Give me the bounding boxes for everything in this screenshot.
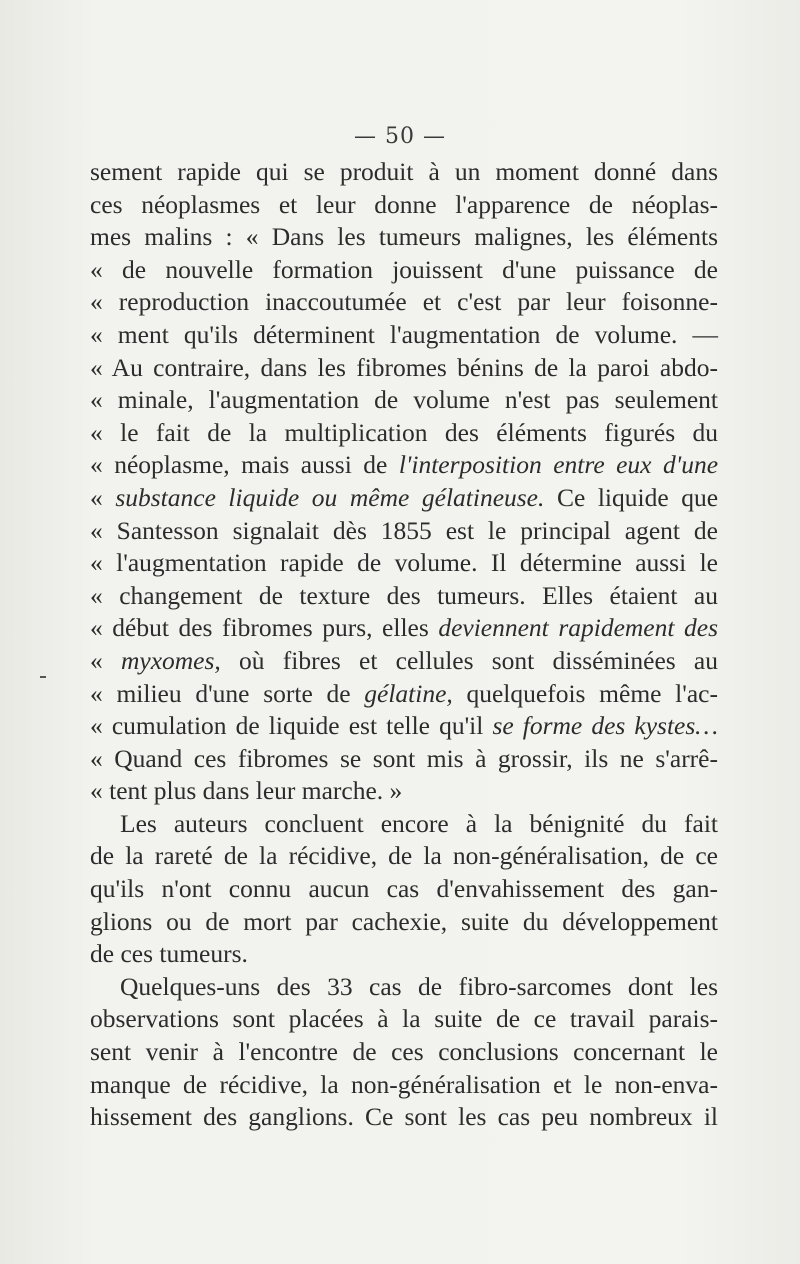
- text-run: « néoplasme, mais aussi de: [90, 450, 399, 480]
- text-line: [90, 221, 718, 254]
- text-line: [90, 1101, 718, 1134]
- text-run: quelquefois même l'ac-: [452, 678, 718, 708]
- text-run: observations sont placées à la suite de ce travail parais-: [90, 1004, 718, 1034]
- text-line: [90, 1036, 718, 1069]
- text-run: « tent plus dans leur marche. »: [90, 776, 403, 806]
- text-run: « changement de texture des tumeurs. Elles étaient au: [90, 580, 718, 610]
- text-run: de la rareté de la récidive, de la non-généralisation, de ce: [90, 841, 718, 871]
- text-line: [90, 254, 718, 287]
- text-line: [90, 1003, 718, 1036]
- text-run: « minale, l'augmentation de volume n'est pas seulement: [90, 385, 718, 415]
- text-run: glions ou de mort par cachexie, suite du développement: [90, 906, 718, 936]
- text-line: [90, 612, 718, 645]
- text-line: [90, 286, 718, 319]
- text-run: manque de récidive, la non-généralisation et le non-enva-: [90, 1069, 718, 1099]
- text-line: [90, 189, 718, 222]
- text-run: sent venir à l'encontre de ces conclusions concernant le: [90, 1037, 718, 1067]
- body-text: [90, 156, 718, 1134]
- text-run: hissement des ganglions. Ce sont les cas peu nombreux il: [90, 1102, 718, 1132]
- text-line: [90, 906, 718, 939]
- text-run: ces néoplasmes et leur donne l'apparence de néoplas-: [90, 189, 718, 219]
- text-line: [90, 938, 718, 971]
- text-line: [90, 580, 718, 613]
- text-run: « l'augmentation rapide de volume. Il détermine aussi le: [90, 548, 718, 578]
- text-run: Ce liquide que: [544, 482, 719, 512]
- text-line: [90, 482, 718, 515]
- text-line: [90, 156, 718, 189]
- italic-run: myxomes,: [120, 645, 221, 675]
- italic-run: gélatine,: [364, 678, 453, 708]
- text-line: [90, 710, 718, 743]
- text-run: « milieu d'une sorte de: [90, 678, 365, 708]
- text-line: [90, 971, 718, 1004]
- text-run: qu'ils n'ont connu aucun cas d'envahissement des gan-: [90, 874, 718, 904]
- text-line: [90, 384, 718, 417]
- page-number: — 50 —: [354, 124, 446, 149]
- text-run: « ment qu'ils déterminent l'augmentation de volume. —: [90, 319, 718, 349]
- text-line: [90, 547, 718, 580]
- text-line: [90, 645, 718, 678]
- text-run: « Quand ces fibromes se sont mis à grossir, ils ne s'arrê-: [90, 743, 718, 773]
- text-run: sement rapide qui se produit à un moment donné dans: [90, 157, 718, 186]
- text-run: «: [90, 645, 121, 675]
- text-line: [90, 515, 718, 548]
- text-run: mes malins : « Dans les tumeurs malignes, les éléments: [90, 222, 718, 252]
- text-line: [90, 840, 718, 873]
- text-run: « Au contraire, dans les fibromes bénins de la paroi abdo-: [90, 352, 718, 382]
- text-line: [90, 873, 718, 906]
- text-run: Les auteurs concluent encore à la bénignité du fait: [120, 808, 718, 838]
- italic-run: l'interposition entre eux d'une: [398, 450, 719, 480]
- text-line: [90, 1069, 718, 1102]
- text-run: « Santesson signalait dès 1855 est le principal agent de: [90, 515, 718, 545]
- text-line: [90, 743, 718, 776]
- text-run: « cumulation de liquide est telle qu'il: [90, 711, 493, 741]
- text-run: « début des fibromes purs, elles: [90, 613, 439, 643]
- text-run: « de nouvelle formation jouissent d'une puissance de: [90, 254, 718, 284]
- italic-run: deviennent rapidement des: [438, 613, 718, 643]
- margin-mark: [40, 676, 46, 678]
- text-run: Quelques-uns des 33 cas de fibro-sarcomes dont les: [120, 971, 718, 1001]
- text-line: [90, 678, 718, 711]
- text-line: [90, 417, 718, 450]
- text-run: « le fait de la multiplication des éléments figurés du: [90, 417, 718, 447]
- text-run: où fibres et cellules sont disséminées au: [220, 645, 718, 675]
- text-run: « reproduction inaccoutumée et c'est par leur foisonne-: [90, 287, 718, 317]
- text-run: «: [90, 482, 116, 512]
- text-line: [90, 319, 718, 352]
- text-run: de ces tumeurs.: [90, 939, 248, 969]
- italic-run: substance liquide ou même gélatineuse.: [115, 482, 545, 512]
- text-line: [90, 449, 718, 482]
- text-line: [90, 775, 718, 808]
- text-line: [90, 352, 718, 385]
- text-line: [90, 808, 718, 841]
- italic-run: se forme des kystes…: [492, 711, 718, 741]
